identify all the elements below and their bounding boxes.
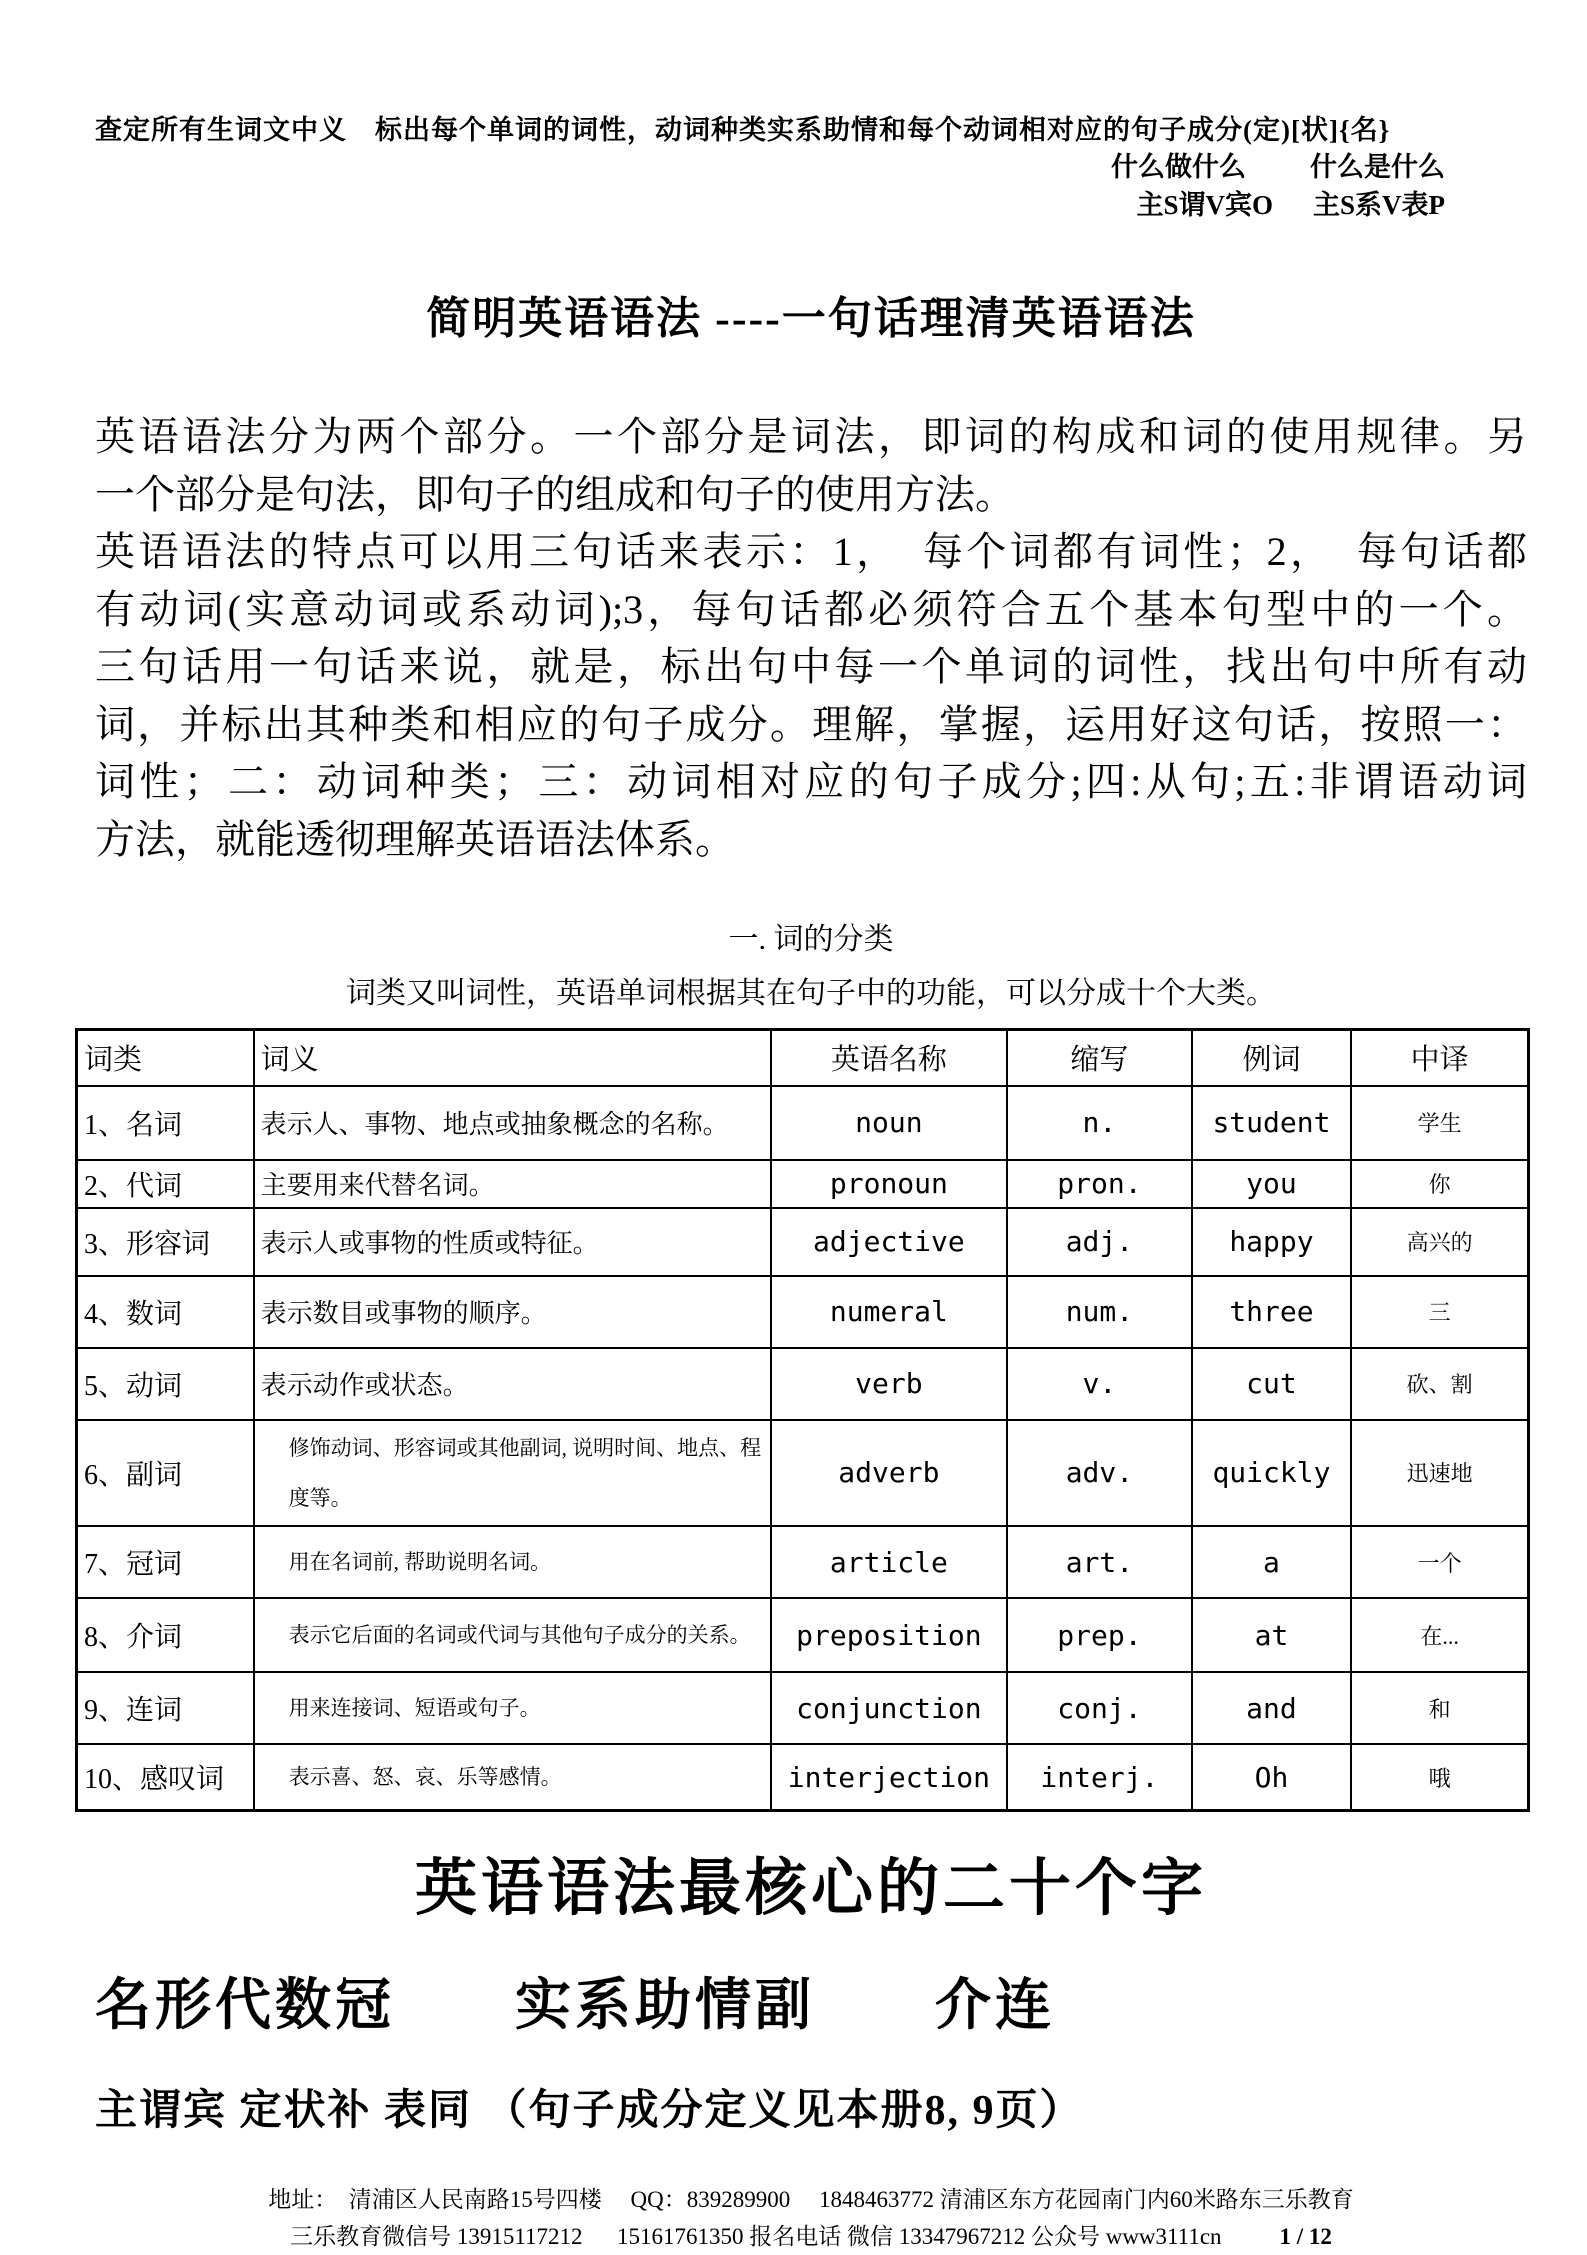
cell-meaning: 表示喜、怒、哀、乐等感情。 — [254, 1744, 771, 1810]
table-row — [77, 1672, 1529, 1744]
cell-english: adverb — [771, 1420, 1008, 1527]
page-footer — [95, 2181, 1527, 2255]
annotation-is-what: 什么是什么 — [1310, 152, 1445, 182]
intro-line: 一个部分是句法，即句子的组成和句子的使用方法。 — [95, 471, 1015, 517]
section-subtitle: 词类又叫词性，英语单词根据其在句子中的功能，可以分成十个大类。 — [346, 977, 1276, 1010]
core-sentence-elements-line: 主谓宾 定状补 表同 （句子成分定义见本册8, 9页） — [95, 2087, 1084, 2134]
cell-abbr: num. — [1007, 1276, 1191, 1348]
cell-example: at — [1192, 1598, 1352, 1672]
table-row — [77, 1160, 1529, 1208]
cell-abbr: pron. — [1007, 1160, 1191, 1208]
intro-line: 词性；二：动词种类；三：动词相对应的句子成分;四:从句;五:非谓语动词 — [95, 759, 1527, 804]
page-title: 简明英语语法 ----一句话理清英语语法 — [426, 294, 1196, 343]
cell-translation: 你 — [1351, 1160, 1528, 1208]
annotation-row-structures — [1136, 186, 1445, 224]
intro-line: 有动词(实意动词或系动词);3，每句话都必须符合五个基本句型中的一个。 — [95, 586, 1527, 632]
cell-translation: 高兴的 — [1351, 1208, 1528, 1276]
table-header-row — [77, 1030, 1529, 1086]
col-header-meaning: 词义 — [254, 1030, 771, 1086]
cell-meaning: 表示数目或事物的顺序。 — [254, 1276, 771, 1348]
cell-word-class: 3、形容词 — [77, 1208, 254, 1276]
intro-line: 英语语法分为两个部分。一个部分是词法，即词的构成和词的使用规律。另 — [95, 414, 1527, 459]
intro-paragraphs — [95, 408, 1527, 868]
cell-english: numeral — [771, 1276, 1008, 1348]
page-number: 1 / 12 — [1279, 2223, 1332, 2249]
cell-abbr: adj. — [1007, 1208, 1191, 1276]
intro-line: 词，并标出其种类和相应的句子成分。理解，掌握，运用好这句话，按照一： — [95, 701, 1527, 747]
annotation-svo: 主S谓V宾O — [1136, 190, 1273, 220]
word-class-table — [75, 1028, 1530, 1812]
cell-word-class: 8、介词 — [77, 1598, 254, 1672]
cell-word-class: 6、副词 — [77, 1420, 254, 1527]
footer-address-line: 地址： 清浦区人民南路15号四楼 QQ：839289900 1848463772 清浦区东方花园南门内60米路东三乐教育 — [268, 2186, 1354, 2212]
cell-english: adjective — [771, 1208, 1008, 1276]
cell-example: a — [1192, 1526, 1352, 1598]
cell-word-class: 1、名词 — [77, 1086, 254, 1160]
cell-abbr: n. — [1007, 1086, 1191, 1160]
cell-meaning: 主要用来代替名词。 — [254, 1160, 771, 1208]
cell-english: pronoun — [771, 1160, 1008, 1208]
header-annotation-line: 查定所有生词文中义 标出每个单词的词性，动词种类实系助情和每个动词相对应的句子成分(定)[状]{名} — [95, 115, 1391, 145]
table-row — [77, 1208, 1529, 1276]
intro-line: 方法，就能透彻理解英语语法体系。 — [95, 816, 735, 862]
intro-line: 英语语法的特点可以用三句话来表示：1， 每个词都有词性；2， 每句话都 — [95, 529, 1527, 574]
cell-word-class: 7、冠词 — [77, 1526, 254, 1598]
cell-english: preposition — [771, 1598, 1008, 1672]
cell-example: happy — [1192, 1208, 1352, 1276]
cell-translation: 一个 — [1351, 1526, 1528, 1598]
cell-example: you — [1192, 1160, 1352, 1208]
cell-meaning: 表示人、事物、地点或抽象概念的名称。 — [254, 1086, 771, 1160]
annotation-row-patterns — [1111, 148, 1445, 186]
core-twenty-title: 英语语法最核心的二十个字 — [414, 1854, 1207, 1923]
table-row — [77, 1744, 1529, 1810]
cell-translation: 迅速地 — [1351, 1420, 1528, 1527]
table-row — [77, 1348, 1529, 1420]
header-annotations — [95, 148, 1527, 224]
table-row — [77, 1420, 1529, 1527]
table-row — [77, 1276, 1529, 1348]
cell-example: quickly — [1192, 1420, 1352, 1527]
cell-translation: 哦 — [1351, 1744, 1528, 1810]
cell-abbr: interj. — [1007, 1744, 1191, 1810]
cell-english: verb — [771, 1348, 1008, 1420]
col-header-abbreviation: 缩写 — [1007, 1030, 1191, 1086]
footer-contact-line — [95, 2218, 1527, 2255]
cell-word-class: 5、动词 — [77, 1348, 254, 1420]
cell-abbr: art. — [1007, 1526, 1191, 1598]
table-row — [77, 1598, 1529, 1672]
cell-word-class: 9、连词 — [77, 1672, 254, 1744]
annotation-svp: 主S系V表P — [1312, 190, 1445, 220]
cell-meaning: 用来连接词、短语或句子。 — [254, 1672, 771, 1744]
cell-word-class: 2、代词 — [77, 1160, 254, 1208]
cell-example: student — [1192, 1086, 1352, 1160]
cell-example: Oh — [1192, 1744, 1352, 1810]
cell-meaning: 表示它后面的名词或代词与其他句子成分的关系。 — [254, 1598, 771, 1672]
cell-word-class: 4、数词 — [77, 1276, 254, 1348]
cell-abbr: conj. — [1007, 1672, 1191, 1744]
cell-example: and — [1192, 1672, 1352, 1744]
cell-example: three — [1192, 1276, 1352, 1348]
cell-translation: 三 — [1351, 1276, 1528, 1348]
cell-translation: 在... — [1351, 1598, 1528, 1672]
cell-abbr: adv. — [1007, 1420, 1191, 1527]
cell-meaning: 修饰动词、形容词或其他副词, 说明时间、地点、程度等。 — [254, 1420, 771, 1527]
table-row — [77, 1086, 1529, 1160]
core-word-classes-line: 名形代数冠 实系助情副 介连 — [95, 1974, 1055, 2037]
col-header-example: 例词 — [1192, 1030, 1352, 1086]
intro-line: 三句话用一句话来说，就是，标出句中每一个单词的词性，找出句中所有动 — [95, 644, 1527, 689]
cell-word-class: 10、感叹词 — [77, 1744, 254, 1810]
cell-english: article — [771, 1526, 1008, 1598]
col-header-english-name: 英语名称 — [771, 1030, 1008, 1086]
cell-english: interjection — [771, 1744, 1008, 1810]
cell-abbr: v. — [1007, 1348, 1191, 1420]
cell-meaning: 表示动作或状态。 — [254, 1348, 771, 1420]
col-header-word-class: 词类 — [77, 1030, 254, 1086]
table-row — [77, 1526, 1529, 1598]
cell-example: cut — [1192, 1348, 1352, 1420]
cell-translation: 砍、割 — [1351, 1348, 1528, 1420]
cell-meaning: 用在名词前, 帮助说明名词。 — [254, 1526, 771, 1598]
section-heading: 一. 词的分类 — [728, 923, 894, 956]
annotation-do-what: 什么做什么 — [1111, 152, 1246, 182]
cell-translation: 和 — [1351, 1672, 1528, 1744]
footer-contact-text: 三乐教育微信号 13915117212 15161761350 报名电话 微信 13347967212 公众号 www3111cn — [290, 2223, 1222, 2249]
cell-english: noun — [771, 1086, 1008, 1160]
cell-meaning: 表示人或事物的性质或特征。 — [254, 1208, 771, 1276]
col-header-translation: 中译 — [1351, 1030, 1528, 1086]
cell-english: conjunction — [771, 1672, 1008, 1744]
cell-translation: 学生 — [1351, 1086, 1528, 1160]
cell-abbr: prep. — [1007, 1598, 1191, 1672]
